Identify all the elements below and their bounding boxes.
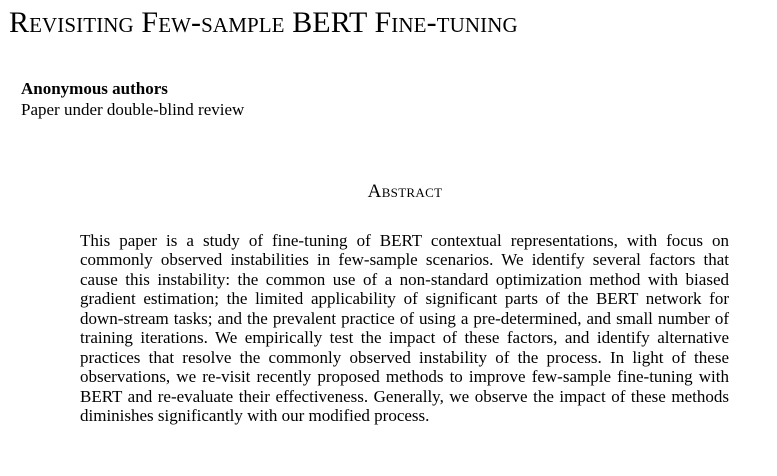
abstract-text: This paper is a study of fine-tuning of BERT contextual representations, with focus on commonly observed instabilities in few-sample scenarios. We identify several factors that cause this instability: the common use of a non-standard optimization method with biased gradient estimation; the limited applicability of significant parts of the BERT network for down-stream tasks; and the prevalent practice of using a pre-determined, and small number of training iterations. We empirically test the impact of these factors, and identify alternative practices that resolve the commonly observed instability of the process. In light of these observations, we re-visit recently proposed methods to improve few-sample fine-tuning with BERT and re-evaluate their effectiveness. Generally, we observe the impact of these methods diminishes significantly with our modified process. — [80, 231, 729, 426]
abstract-heading: Abstract — [367, 181, 443, 202]
author-affiliation: Paper under double-blind review — [21, 100, 245, 119]
author-names: Anonymous authors — [21, 79, 168, 98]
paper-title: Revisiting Few-sample BERT Fine-tuning — [9, 6, 518, 39]
